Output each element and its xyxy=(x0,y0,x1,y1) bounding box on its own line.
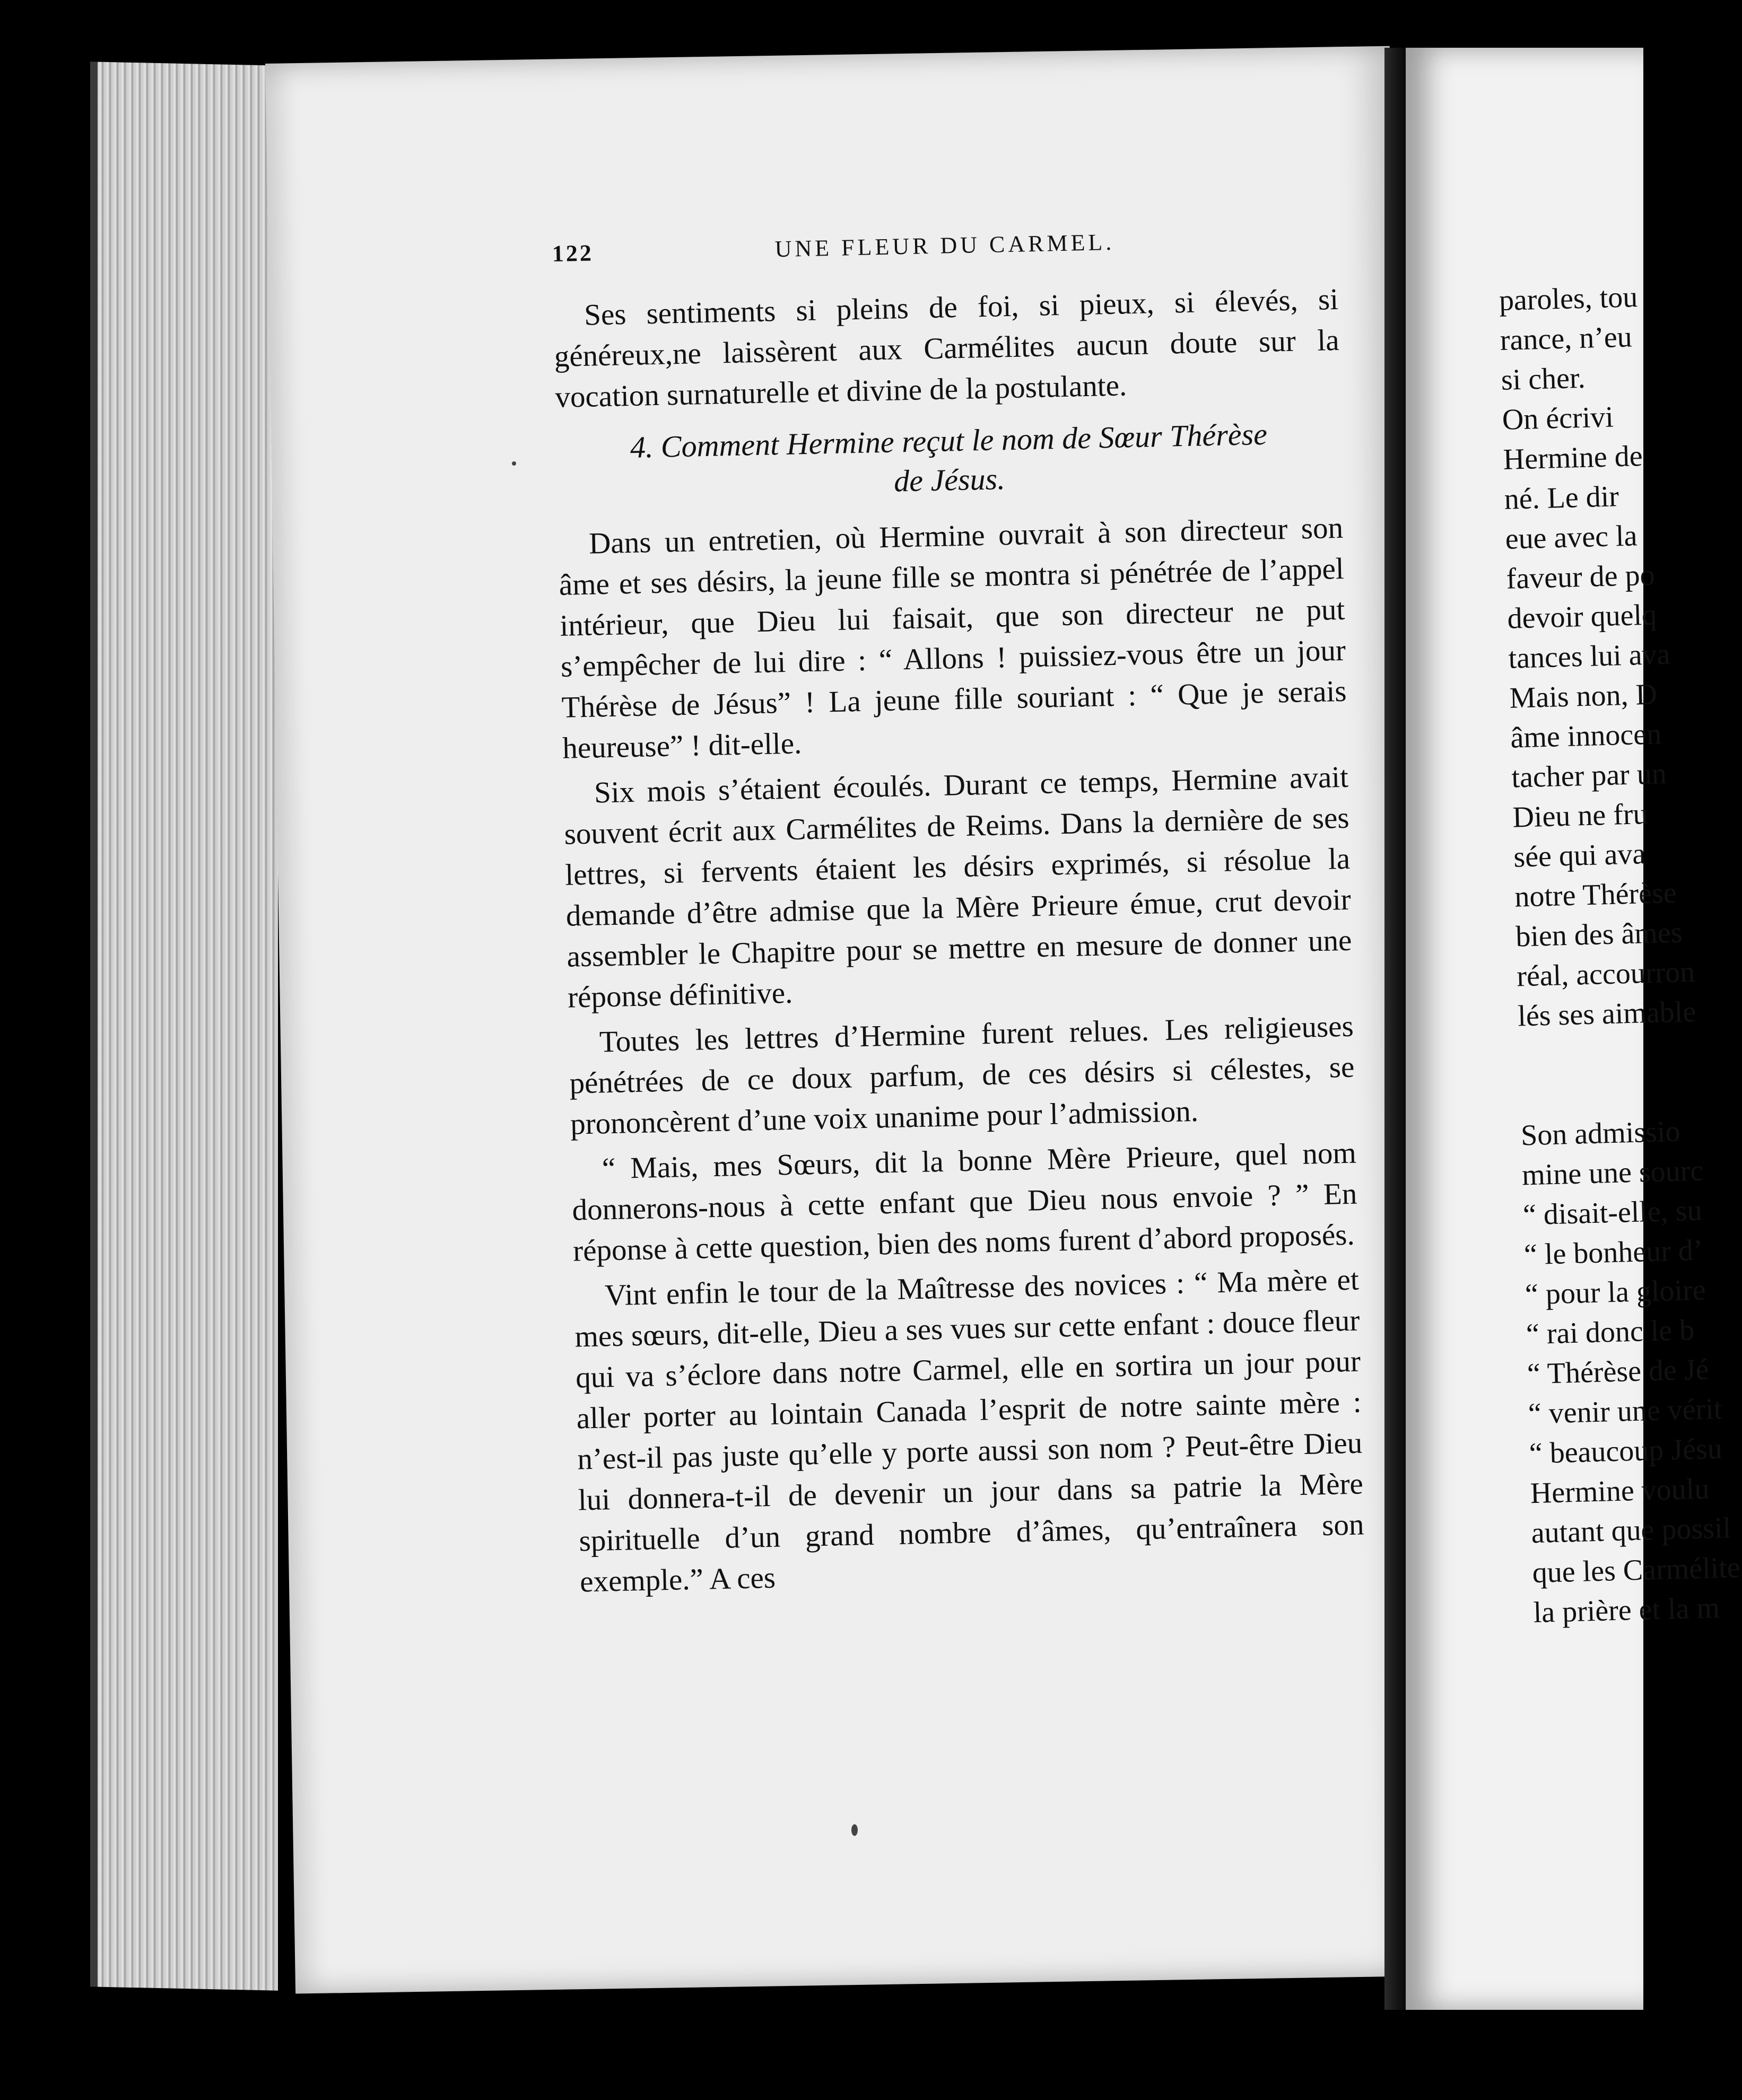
right-page-line: paroles, tou xyxy=(1499,281,1638,317)
right-page-line: “ disait-elle, su xyxy=(1522,1194,1703,1232)
right-page-line: mine une sourc xyxy=(1521,1154,1704,1192)
right-page-line: la prière et la m xyxy=(1532,1591,1720,1630)
paragraph: Dans un entretien, où Hermine ouvrait à son directeur son âme et ses désirs, la jeune fille se montra si pénétrée de l’appel intérieur, que Dieu lui faisait, que son directeur ne put s’empêcher de lui dire : “ Allons ! puissiez-vous être un jour Thérèse de Jésus” ! La jeune fille souriant : “ Que je serais heureuse” ! dit-elle. xyxy=(559,511,1347,765)
right-page-line: tacher par un xyxy=(1511,757,1667,794)
left-page-text xyxy=(552,217,1367,1696)
right-page-line: sée qui ava xyxy=(1513,837,1646,874)
right-page-line: devoir quelq xyxy=(1506,598,1657,635)
right-page-line: Hermine voulu xyxy=(1530,1472,1710,1510)
right-page-line: bien des âmes xyxy=(1515,916,1683,953)
right-page-line: Dieu ne fru xyxy=(1512,797,1649,834)
right-page-line: rance, n’eu xyxy=(1500,320,1633,357)
right-page-line: Hermine de xyxy=(1503,440,1643,476)
right-page xyxy=(1406,48,1741,2010)
paragraph: “ Mais, mes Sœurs, dit la bonne Mère Prieure, quel nom donnerons-nous à cette enfant que Dieu nous envoie ? ” En réponse à cette question, bien des noms furent d’abord proposés. xyxy=(571,1136,1357,1268)
right-page-line: tances lui ava xyxy=(1508,637,1671,675)
right-page-line: que les Carmélite xyxy=(1531,1551,1741,1590)
paragraph: Toutes les lettres d’Hermine furent relues. Les religieuses pénétrées de ce doux parfum, de ces désirs si célestes, se prononcèrent d’une voix unanime pour l’admission. xyxy=(569,1009,1355,1141)
right-page-line: “ venir une vérit xyxy=(1528,1392,1723,1431)
right-page-line: Son admissio xyxy=(1520,1115,1681,1152)
ink-speck xyxy=(851,1824,858,1836)
right-page-line: On écrivi xyxy=(1502,400,1614,436)
paragraph: Ses sentiments si pleins de foi, si pieux, si élevés, si généreux,ne laissèrent aux Carmélites aucun doute sur la vocation surnaturelle et divine de la postulante. xyxy=(554,282,1340,414)
page-block-edges xyxy=(90,62,278,1990)
right-page-line: si cher. xyxy=(1501,361,1586,397)
ink-speck xyxy=(512,461,516,466)
right-page-line: eue avec la xyxy=(1504,519,1638,556)
right-page-line: Mais non, D xyxy=(1509,678,1658,715)
right-page-line: “ beaucoup Jésu xyxy=(1529,1432,1723,1471)
section-heading-line: 4. Comment Hermine reçut le nom de Sœur Thérèse xyxy=(630,416,1268,465)
right-page-line: “ Thérèse de Jé xyxy=(1527,1353,1710,1391)
running-head-title: UNE FLEUR DU CARMEL. xyxy=(774,229,1115,262)
right-page-line: “ rai donc le b xyxy=(1526,1314,1695,1351)
right-page-line: “ le bonheur d’ xyxy=(1523,1233,1704,1272)
right-page-line: âme innocen xyxy=(1510,718,1662,755)
right-page-line: faveur de po xyxy=(1505,558,1656,596)
right-page-line: notre Thérèse xyxy=(1514,876,1677,914)
paragraph: Six mois s’étaient écoulés. Durant ce temps, Hermine avait souvent écrit aux Carmélites de Reims. Dans la dernière de ses lettres, si fervents étaient les désirs exprimés, si résolue la demande d’être admise que la Mère Prieure émue, crut devoir assembler le Chapitre pour se mettre en mesure de donner une réponse définitive. xyxy=(564,760,1352,1014)
right-page-line: autant que possil xyxy=(1531,1511,1731,1550)
right-page-line: né. Le dir xyxy=(1503,480,1619,516)
page-number: 122 xyxy=(552,240,594,267)
section-heading xyxy=(556,413,1343,508)
right-page-line: “ pour la gloire xyxy=(1525,1273,1706,1311)
right-page-text xyxy=(1499,277,1741,1633)
right-page-gap xyxy=(1518,1033,1658,1116)
paragraph: Vint enfin le tour de la Maîtresse des novices : “ Ma mère et mes sœurs, dit-elle, Dieu a ses vues sur cette enfant : douce fleur qui va s’éclore dans notre Carmel, elle en sortira un jour pour aller porter au lointain Canada l’esprit de notre sainte mère : n’est-il pas juste qu’elle y porte aussi son nom ? Peut-être Dieu lui donnera-t-il de devenir un jour dans sa patrie la Mère spirituelle d’un grand nombre d’âmes, qu’entraînera son exemple.” A ces xyxy=(574,1263,1364,1599)
right-page-line: réal, accourron xyxy=(1516,955,1695,993)
right-page-line: lés ses aimable xyxy=(1517,995,1696,1033)
section-heading-line: de Jésus. xyxy=(893,461,1006,498)
